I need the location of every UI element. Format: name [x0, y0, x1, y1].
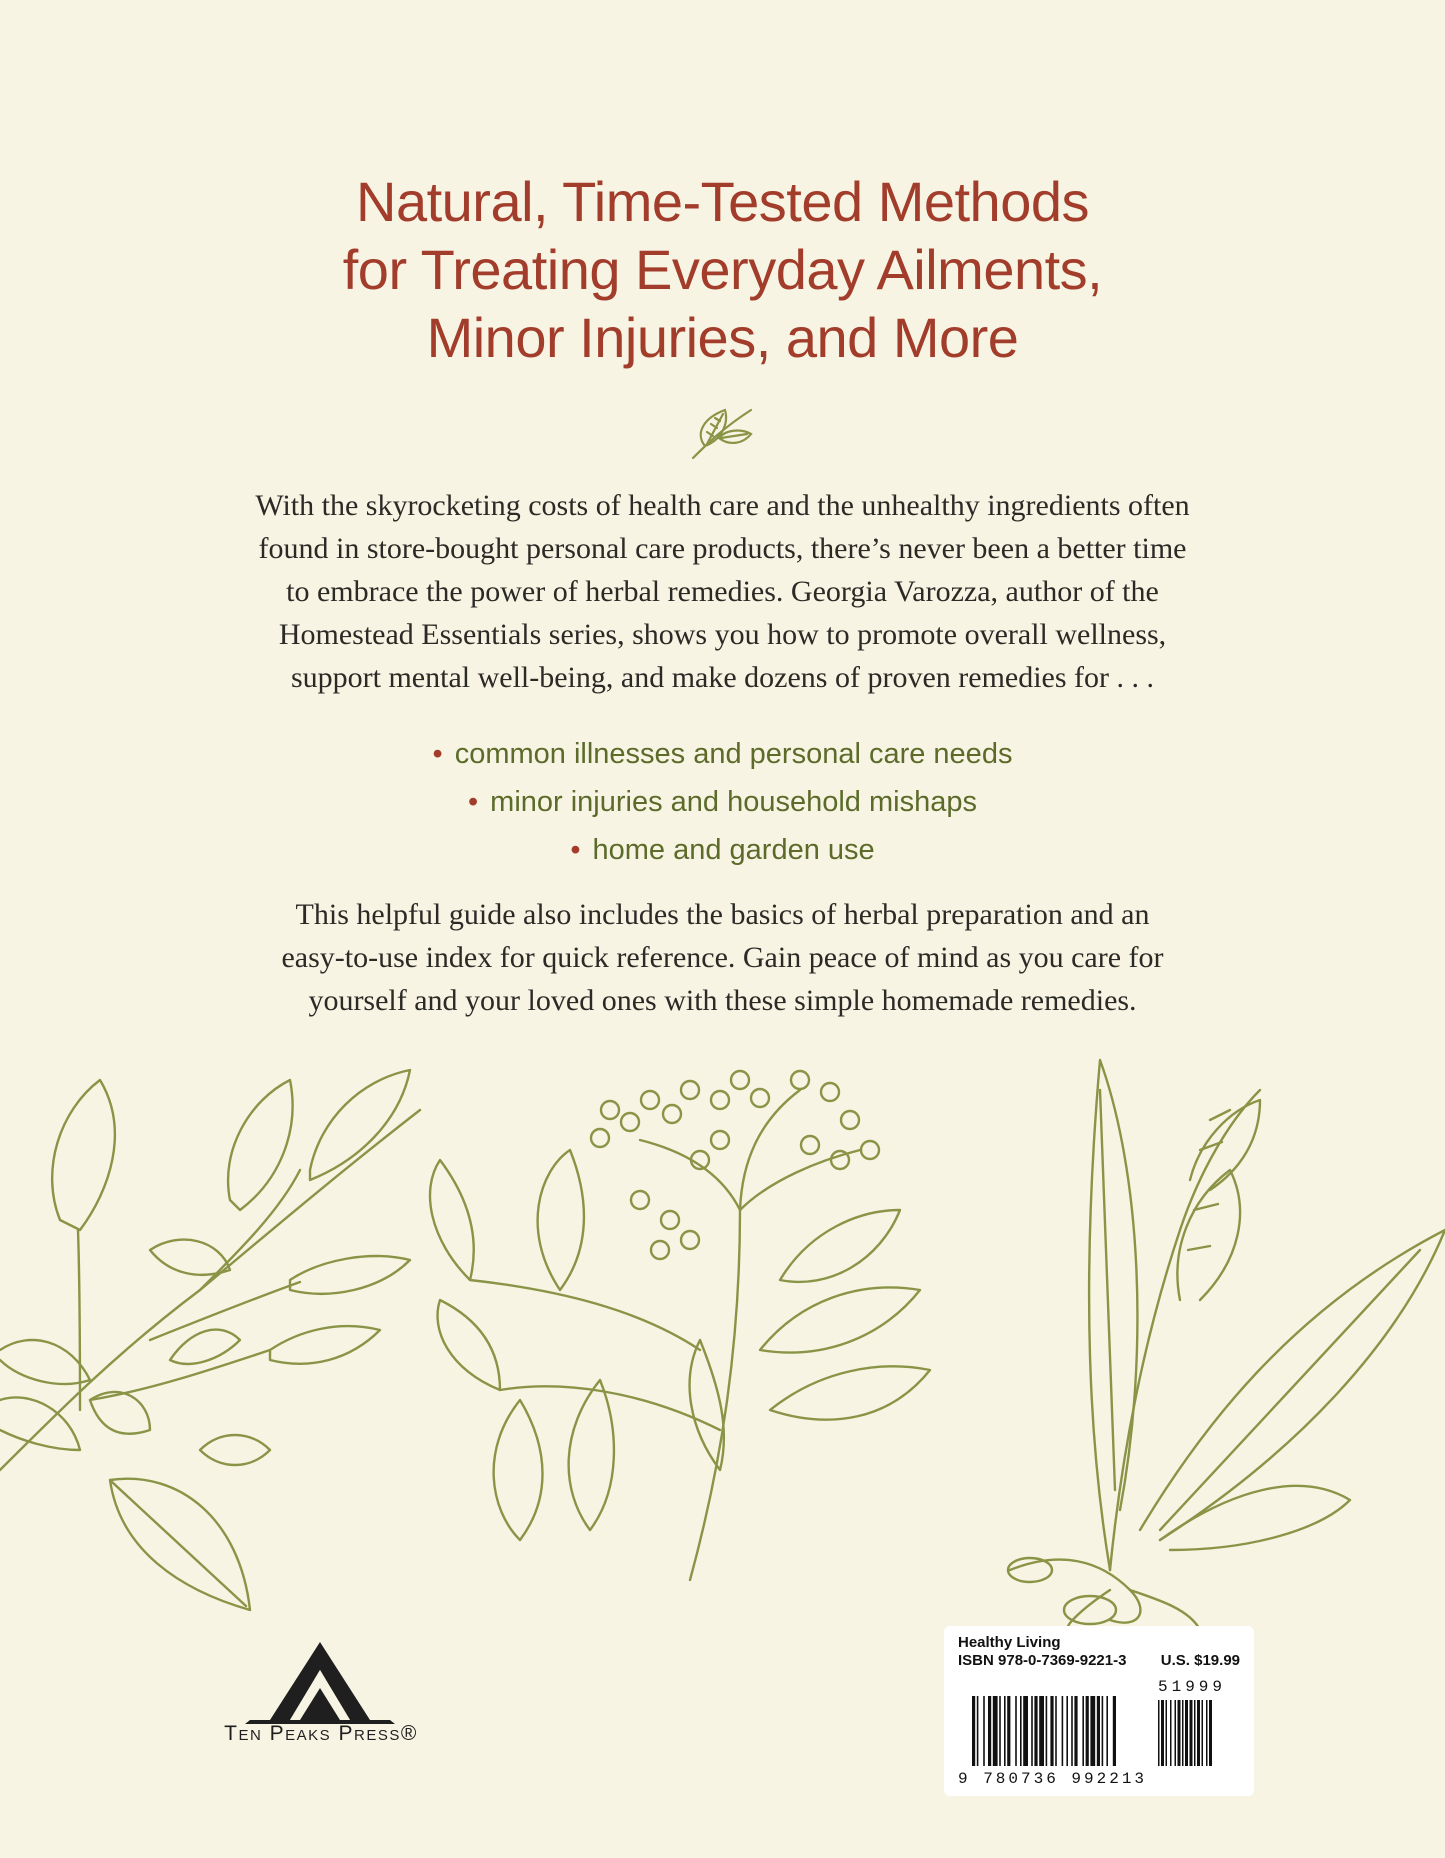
closing-line-1: This helpful guide also includes the basics of herbal preparation and an	[295, 898, 1150, 931]
category-label: Healthy Living	[958, 1634, 1061, 1651]
price-barcode-box	[944, 1626, 1254, 1796]
leaf-ornament-icon	[685, 400, 757, 462]
botanical-illustration	[0, 1050, 1445, 1630]
headline-line-3: Minor Injuries, and More	[426, 306, 1019, 369]
isbn-number: ISBN 978-0-7369-9221-3	[958, 1652, 1127, 1669]
price-label: U.S. $19.99	[1160, 1652, 1240, 1669]
barcode-digits: 9 780736 992213	[958, 1770, 1148, 1788]
list-item: • home and garden use	[570, 834, 875, 866]
list-item: • common illnesses and personal care needs	[432, 738, 1013, 770]
bullet-icon: •	[468, 786, 479, 818]
elderberry-branch-icon	[430, 1071, 930, 1580]
flowering-herb-icon	[0, 1070, 420, 1610]
addon-digits: 51999	[1158, 1678, 1227, 1696]
barcode	[958, 1678, 1240, 1790]
turmeric-plant-icon	[1008, 1060, 1445, 1630]
intro-line-3: to embrace the power of herbal remedies. Georgia Varozza, author of the	[286, 575, 1159, 608]
intro-line-4: Homestead Essentials series, shows you how to promote overall wellness,	[278, 618, 1167, 651]
isbn-row	[958, 1652, 1240, 1670]
closing-paragraph	[0, 893, 1445, 1022]
intro-line-1: With the skyrocketing costs of health care and the unhealthy ingredients often	[255, 489, 1190, 522]
feature-list	[0, 730, 1445, 874]
list-item: • minor injuries and household mishaps	[468, 786, 977, 818]
headline-line-2: for Treating Everyday Ailments,	[342, 238, 1103, 301]
headline	[0, 168, 1445, 372]
closing-line-2: easy-to-use index for quick reference. Gain peace of mind as you care for	[281, 941, 1164, 974]
bullet-icon: •	[570, 834, 581, 866]
headline-line-1: Natural, Time-Tested Methods	[356, 170, 1089, 233]
bullet-icon: •	[432, 738, 443, 770]
intro-paragraph	[0, 484, 1445, 699]
intro-line-2: found in store-bought personal care products, there’s never been a better time	[258, 532, 1187, 565]
closing-line-3: yourself and your loved ones with these simple homemade remedies.	[308, 984, 1137, 1017]
intro-line-5: support mental well-being, and make dozens of proven remedies for . . .	[290, 661, 1155, 694]
publisher-name: Ten Peaks Press®	[224, 1722, 418, 1745]
